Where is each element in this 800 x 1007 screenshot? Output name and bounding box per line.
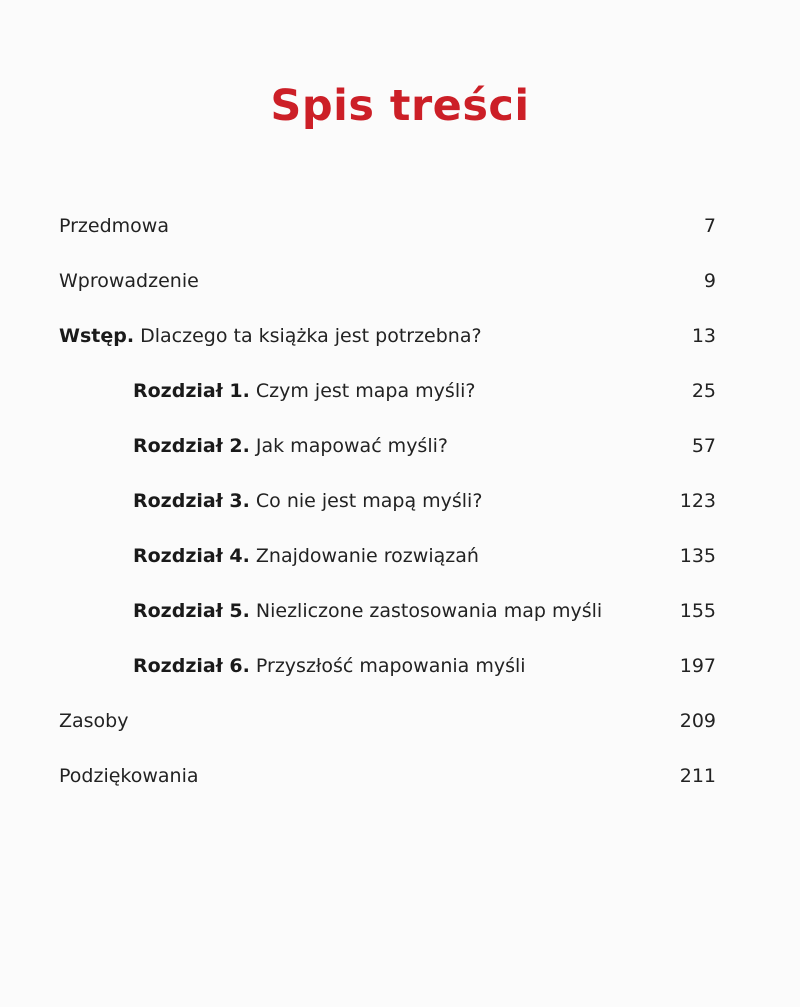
toc-entry-label-group [133,429,448,463]
toc-entry-page-number: 155 [679,600,716,622]
toc-entry-label-group [59,209,169,243]
toc-entry-label: Jak mapować myśli? [255,435,448,457]
toc-entry-label: Znajdowanie rozwiązań [255,545,479,567]
toc-entry-page-number: 57 [691,435,716,457]
toc-entry-label: Dlaczego ta książka jest potrzebna? [140,325,482,347]
toc-entry-wprowadzenie [0,264,800,319]
toc-entry-page-number: 13 [691,325,716,347]
toc-entry-label: Podziękowania [59,765,199,787]
toc-entry-label-group [59,759,199,793]
toc-entry-label-group [133,594,602,628]
toc-entry-rozdzial-3 [0,484,800,539]
toc-entry-page-number: 135 [679,545,716,567]
toc-entry-page-number: 197 [679,655,716,677]
toc-entry-prefix: Rozdział 3. [133,490,250,512]
toc-entry-zasoby [0,704,800,759]
toc-entry-label: Niezliczone zastosowania map myśli [255,600,603,622]
toc-entry-prefix: Wstęp. [59,325,135,347]
toc-entry-label: Przyszłość mapowania myśli [255,655,526,677]
toc-entry-page-number: 211 [679,765,716,787]
toc-entry-page-number: 123 [679,490,716,512]
toc-entry-rozdzial-4 [0,539,800,594]
toc-entry-label-group [59,319,482,353]
toc-entry-rozdzial-1 [0,374,800,429]
toc-entry-podziekowania [0,759,800,814]
toc-entry-label-group [59,264,199,298]
toc-entry-page-number: 9 [703,270,716,292]
toc-entry-label: Przedmowa [59,215,169,237]
toc-entry-label-group [133,484,482,518]
toc-entry-wstep [0,319,800,374]
toc-entry-rozdzial-5 [0,594,800,649]
toc-entry-rozdzial-2 [0,429,800,484]
toc-entry-przedmowa [0,209,800,264]
toc-entry-label-group [59,704,129,738]
toc-entry-label: Czym jest mapa myśli? [255,380,476,402]
toc-entry-label: Co nie jest mapą myśli? [255,490,483,512]
toc-entry-label-group [133,539,479,573]
toc-entry-rozdzial-6 [0,649,800,704]
toc-entry-prefix: Rozdział 4. [133,545,250,567]
toc-entry-prefix: Rozdział 5. [133,600,250,622]
toc-entry-prefix: Rozdział 2. [133,435,250,457]
toc-entry-page-number: 209 [679,710,716,732]
toc-entry-prefix: Rozdział 6. [133,655,250,677]
toc-entry-page-number: 7 [703,215,716,237]
toc-entry-prefix: Rozdział 1. [133,380,250,402]
toc-entry-label-group [133,649,526,683]
toc-entry-label: Zasoby [59,710,129,732]
toc-entry-page-number: 25 [691,380,716,402]
page-title: Spis treści [270,81,530,131]
toc-entry-label-group [133,374,475,408]
toc-entry-label: Wprowadzenie [59,270,199,292]
table-of-contents [0,209,800,814]
